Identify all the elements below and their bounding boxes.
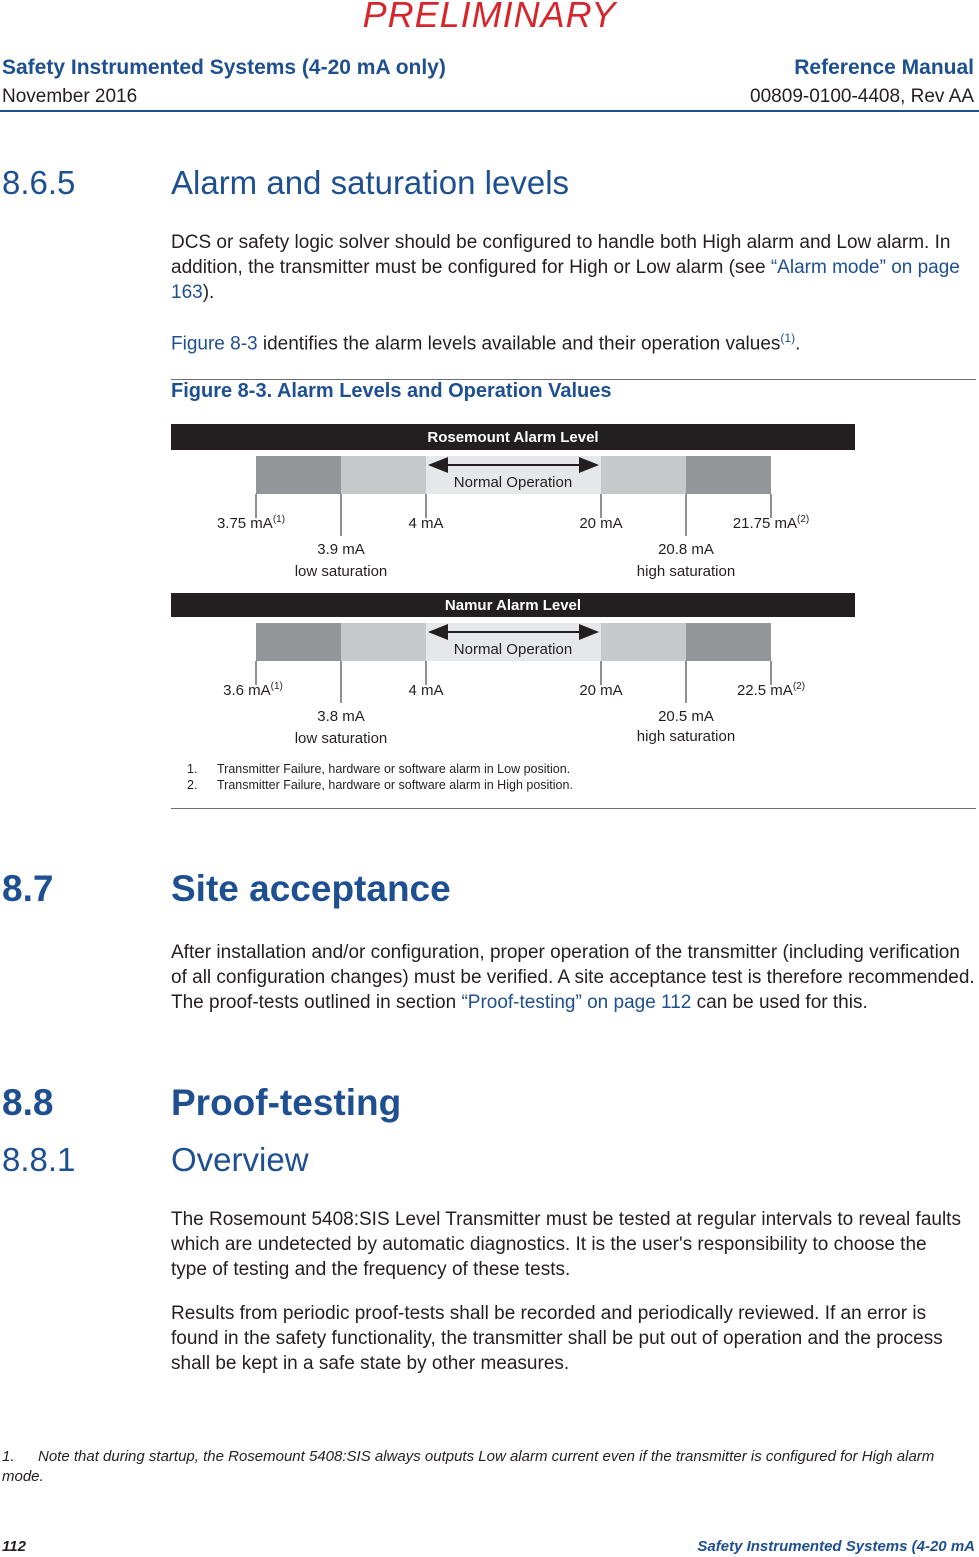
footnote-ref-1[interactable]: (1) — [780, 331, 796, 345]
header-manual-title: Reference Manual — [794, 56, 974, 79]
namur-high-saturation-label: high saturation — [636, 728, 736, 745]
preliminary-watermark: PRELIMINARY — [362, 0, 617, 35]
rosemount-banner-label: Rosemount Alarm Level — [427, 429, 599, 446]
header-date: November 2016 — [2, 86, 138, 107]
namur-low-alarm-value: 3.6 $mA^{(1)}$ — [223, 681, 283, 699]
section-865-paragraph-2: Figure 8-3 identifies the alarm levels available and their operation values$^{(1)}$. — [171, 331, 801, 355]
namur-alarm-level — [171, 593, 855, 747]
high-alarm-zone — [686, 456, 771, 494]
alarm-mode-link[interactable]: “Alarm mode” on page 163 — [171, 257, 960, 303]
figure-note-text: Transmitter Failure, hardware or software alarm in High position. — [217, 778, 573, 792]
namur-low-saturation-value: 3.8 mA — [317, 708, 365, 725]
header-document-number: 00809-0100-4408, Rev AA — [750, 86, 974, 107]
rosemount-high-saturation-value: 20.8 mA — [658, 541, 714, 558]
namur-high-saturation-value: 20.5 mA — [658, 708, 714, 725]
rosemount-alarm-level — [171, 424, 855, 580]
footer-section-title: Safety Instrumented Systems (4-20 mA — [697, 1538, 975, 1555]
high-saturation-zone — [601, 456, 686, 494]
alarm-levels-diagram — [171, 418, 861, 798]
section-87-paragraph: After installation and/or configuration, proper operation of the transmitter (including verification of all configuration changes) must be verified. A site acceptance test is therefore recommended. The proof-tests outlined in section “Proof-testing” on page 112 can be used for this. — [171, 942, 975, 1013]
namur-banner-label: Namur Alarm Level — [444, 597, 582, 614]
low-alarm-zone — [256, 623, 341, 661]
page-footnote: 1. Note that during startup, the Rosemount 5408:SIS always outputs Low alarm current even if the transmitter is configured for High alarm mode. — [2, 1448, 935, 1485]
figure-8-3-link[interactable]: Figure 8-3 — [171, 333, 258, 355]
section-865-title: Alarm and saturation levels — [171, 164, 570, 201]
figure-note-number: 1. — [187, 762, 198, 776]
namur-end-value: 20 mA — [579, 682, 623, 699]
page-number: 112 — [2, 1538, 26, 1555]
rosemount-end-value: 20 mA — [579, 515, 623, 532]
figure-title: Figure 8-3. Alarm Levels and Operation Values — [171, 380, 612, 402]
rosemount-low-saturation-value: 3.9 mA — [317, 541, 365, 558]
section-87-title: Site acceptance — [171, 868, 451, 909]
section-881-number: 8.8.1 — [2, 1141, 76, 1178]
low-saturation-zone — [341, 623, 426, 661]
namur-start-value: 4 mA — [408, 682, 444, 699]
rosemount-low-saturation-label: low saturation — [294, 563, 388, 580]
normal-operation-label: Normal Operation — [453, 474, 573, 491]
rosemount-low-alarm-value: 3.75 $mA^{(1)}$ — [216, 514, 286, 532]
namur-high-alarm-value: 22.5 $mA^{(2)}$ — [736, 681, 806, 699]
section-881-title: Overview — [171, 1141, 309, 1178]
section-87-number: 8.7 — [2, 868, 54, 909]
section-865-paragraph-1: DCS or safety logic solver should be configured to handle both High alarm and Low alarm. In addition, the transmitter must be configured for High or Low alarm (see “Alarm mode” on page 163). — [171, 232, 960, 303]
normal-operation-label: Normal Operation — [453, 641, 573, 658]
section-881-paragraph-2: Results from periodic proof-tests shall be recorded and periodically reviewed. If an error is found in the safety functionality, the transmitter shall be put out of operation and the process shall be kept in a safe state by other measures. — [171, 1303, 943, 1374]
low-saturation-zone — [341, 456, 426, 494]
header-divider — [0, 110, 979, 112]
high-alarm-zone — [686, 623, 771, 661]
rosemount-high-alarm-value: 21.75 $mA^{(2)}$ — [732, 514, 810, 532]
figure-note-text: Transmitter Failure, hardware or software alarm in Low position. — [217, 762, 571, 776]
section-88-number: 8.8 — [2, 1082, 54, 1123]
rosemount-start-value: 4 mA — [408, 515, 444, 532]
proof-testing-link[interactable]: “Proof-testing” on page 112 — [461, 992, 692, 1013]
namur-low-saturation-label: low saturation — [294, 730, 388, 747]
section-865-number: 8.6.5 — [2, 164, 76, 201]
rosemount-high-saturation-label: high saturation — [636, 563, 736, 580]
section-881-paragraph-1: The Rosemount 5408:SIS Level Transmitter must be tested at regular intervals to reveal faults which are undetected by automatic diagnostics. It is the user's responsibility to choose the type of testing and the frequency of these tests. — [171, 1209, 961, 1280]
section-88-title: Proof-testing — [171, 1082, 402, 1123]
figure-bottom-rule — [171, 808, 976, 809]
figure-notes — [187, 762, 573, 792]
header-section-title: Safety Instrumented Systems (4-20 mA only) — [2, 56, 446, 79]
high-saturation-zone — [601, 623, 686, 661]
figure-note-number: 2. — [187, 778, 198, 792]
low-alarm-zone — [256, 456, 341, 494]
